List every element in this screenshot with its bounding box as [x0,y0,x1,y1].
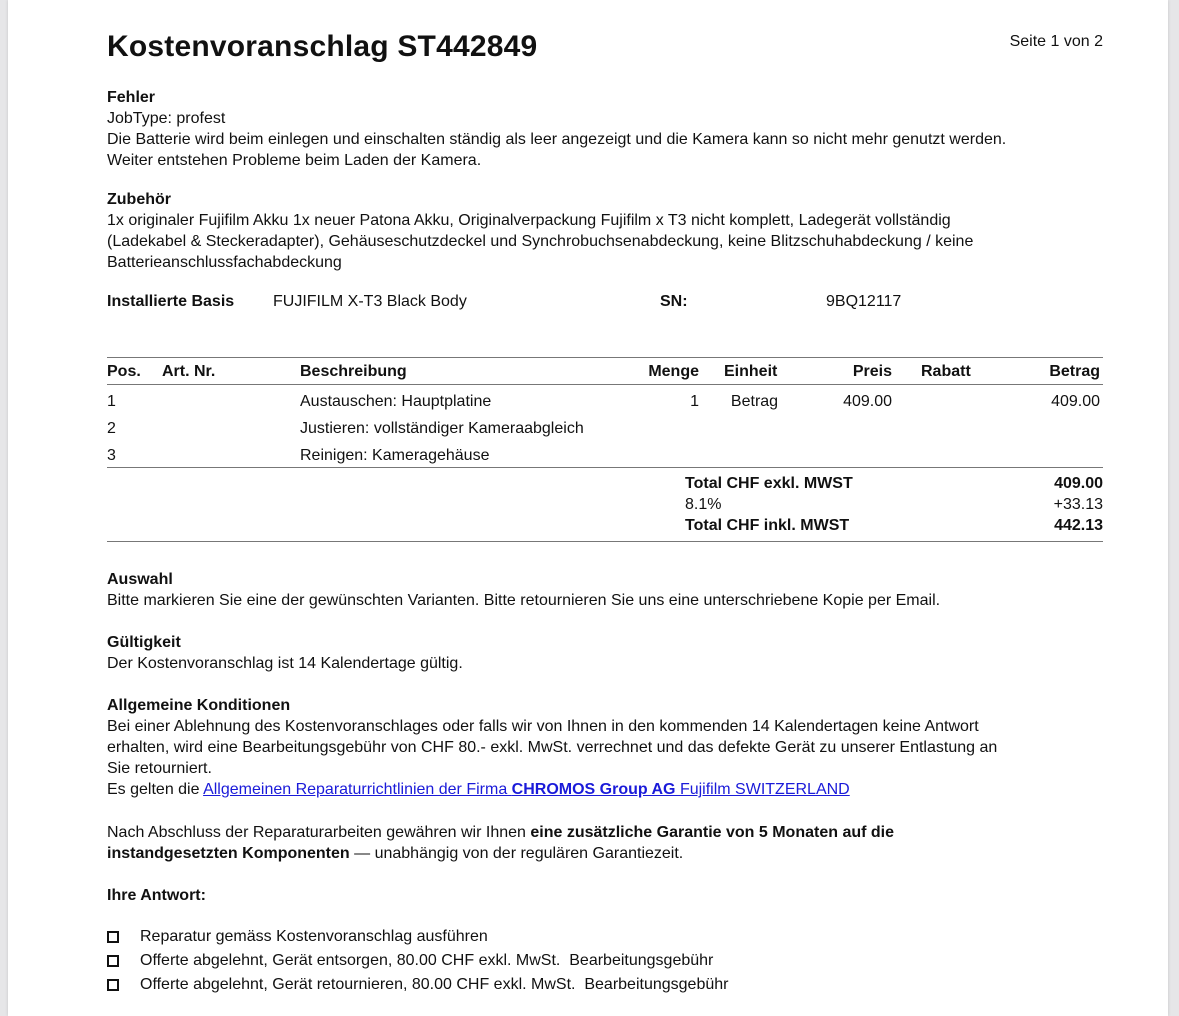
row-beschreibung: Austauschen: Hauptplatine [300,393,492,410]
row-beschreibung: Justieren: vollständiger Kameraabgleich [300,420,584,437]
konditionen-line1: Bei einer Ablehnung des Kostenvoranschlages oder falls wir von Ihnen in den kommenden 14 Kalendertagen keine Antwort [107,718,979,735]
serial-number-value: 9BQ12117 [826,293,902,310]
garantie-prefix: Nach Abschluss der Reparaturarbeiten gewähren wir Ihnen [107,824,531,841]
link-prefix: Es gelten die [107,781,204,798]
table-header-rule [107,384,1103,385]
col-header-rabatt: Rabatt [921,363,971,380]
row-einheit: Betrag [730,393,779,410]
page-number: Seite 1 von 2 [1009,33,1103,50]
fehler-heading: Fehler [107,89,156,106]
garantie-line2 [107,843,1103,864]
row-pos: 3 [107,447,116,464]
table-bottom-rule [107,541,1103,542]
gueltigkeit-section [107,632,1103,674]
row-preis: 409.00 [843,393,892,410]
zubehoer-line1: 1x originaler Fujifilm Akku 1x neuer Patona Akku, Originalverpackung Fujifilm x T3 nicht komplett, Ladegerät vollständig [107,212,951,229]
table-body-rule [107,467,1103,468]
option-checkbox-return[interactable] [107,979,119,991]
zubehoer-heading: Zubehör [107,191,171,208]
link-text-part2: Fujifilm SWITZERLAND [675,781,850,798]
zubehoer-line2: (Ladekabel & Steckeradapter), Gehäuseschutzdeckel und Synchrobuchsenabdeckung, keine Blitzschuhabdeckung / keine [107,233,974,250]
col-header-art-nr: Art. Nr. [162,363,216,380]
option-checkbox-repair[interactable] [107,931,119,943]
garantie-suffix: — unabhängig von der regulären Garantiezeit. [349,845,684,862]
auswahl-text: Bitte markieren Sie eine der gewünschten Varianten. Bitte retournieren Sie uns eine unterschriebene Kopie per Email. [107,592,941,609]
total-excl-value: 409.00 [1054,475,1103,492]
col-header-betrag: Betrag [1049,363,1100,380]
total-incl-value: 442.13 [1054,517,1103,534]
garantie-bold2: instandgesetzten Komponenten [107,845,350,862]
total-incl-label: Total CHF inkl. MWST [685,517,850,534]
fehler-section [107,87,1103,171]
col-header-einheit: Einheit [724,363,778,380]
option-label-return: Offerte abgelehnt, Gerät retournieren, 80.00 CHF exkl. MwSt. Bearbeitungsgebühr [140,976,729,993]
repair-guidelines-link[interactable] [203,781,850,798]
konditionen-heading: Allgemeine Konditionen [107,697,291,714]
gueltigkeit-heading: Gültigkeit [107,634,181,651]
fehler-text-line1: Die Batterie wird beim einlegen und einschalten ständig als leer angezeigt und die Kamera kann so nicht mehr genutzt werden. [107,131,1007,148]
gueltigkeit-text: Der Kostenvoranschlag ist 14 Kalendertage gültig. [107,655,463,672]
total-excl-label: Total CHF exkl. MWST [685,475,853,492]
konditionen-section [107,695,1103,800]
konditionen-link-line [107,779,1103,800]
link-text-part1: Allgemeinen Reparaturrichtlinien der Firma [203,781,512,798]
zubehoer-section [107,189,1103,273]
col-header-menge: Menge [648,363,699,380]
table-top-rule [107,357,1103,358]
row-betrag: 409.00 [1051,393,1100,410]
col-header-beschreibung: Beschreibung [300,363,407,380]
option-label-repair: Reparatur gemäss Kostenvoranschlag ausführen [140,928,488,945]
option-checkbox-dispose[interactable] [107,955,119,967]
konditionen-line3: Sie retourniert. [107,760,212,777]
vat-value: +33.13 [1053,496,1103,513]
konditionen-line2: erhalten, wird eine Bearbeitungsgebühr von CHF 80.- exkl. MwSt. verrechnet und das defekte Gerät zu unserer Entlastung an [107,739,998,756]
garantie-bold1: eine zusätzliche Garantie von 5 Monaten auf die [530,824,894,841]
link-company-name: CHROMOS Group AG [511,781,676,798]
installed-base-label: Installierte Basis [107,293,235,310]
option-row-repair [107,927,488,947]
zubehoer-line3: Batterieanschlussfachabdeckung [107,254,342,271]
col-header-pos: Pos. [107,363,141,380]
option-row-dispose [107,951,713,971]
option-label-dispose: Offerte abgelehnt, Gerät entsorgen, 80.00 CHF exkl. MwSt. Bearbeitungsgebühr [140,952,714,969]
row-pos: 2 [107,420,116,437]
row-beschreibung: Reinigen: Kameragehäuse [300,447,490,464]
garantie-line1 [107,822,1103,843]
page-title: Kostenvoranschlag ST442849 [107,30,538,63]
vat-rate-label: 8.1% [685,496,722,513]
document-page [8,0,1168,1016]
col-header-preis: Preis [852,363,892,380]
row-pos: 1 [107,393,116,410]
option-row-return [107,975,728,995]
fehler-jobtype: JobType: profest [107,110,226,127]
auswahl-heading: Auswahl [107,571,173,588]
antwort-heading: Ihre Antwort: [107,887,206,904]
fehler-text-line2: Weiter entstehen Probleme beim Laden der Kamera. [107,152,482,169]
antwort-section [107,885,1103,906]
installed-base-value: FUJIFILM X-T3 Black Body [273,293,467,310]
garantie-section [107,822,1103,864]
auswahl-section [107,569,1103,611]
row-menge: 1 [690,393,699,410]
serial-number-label: SN: [660,293,688,310]
